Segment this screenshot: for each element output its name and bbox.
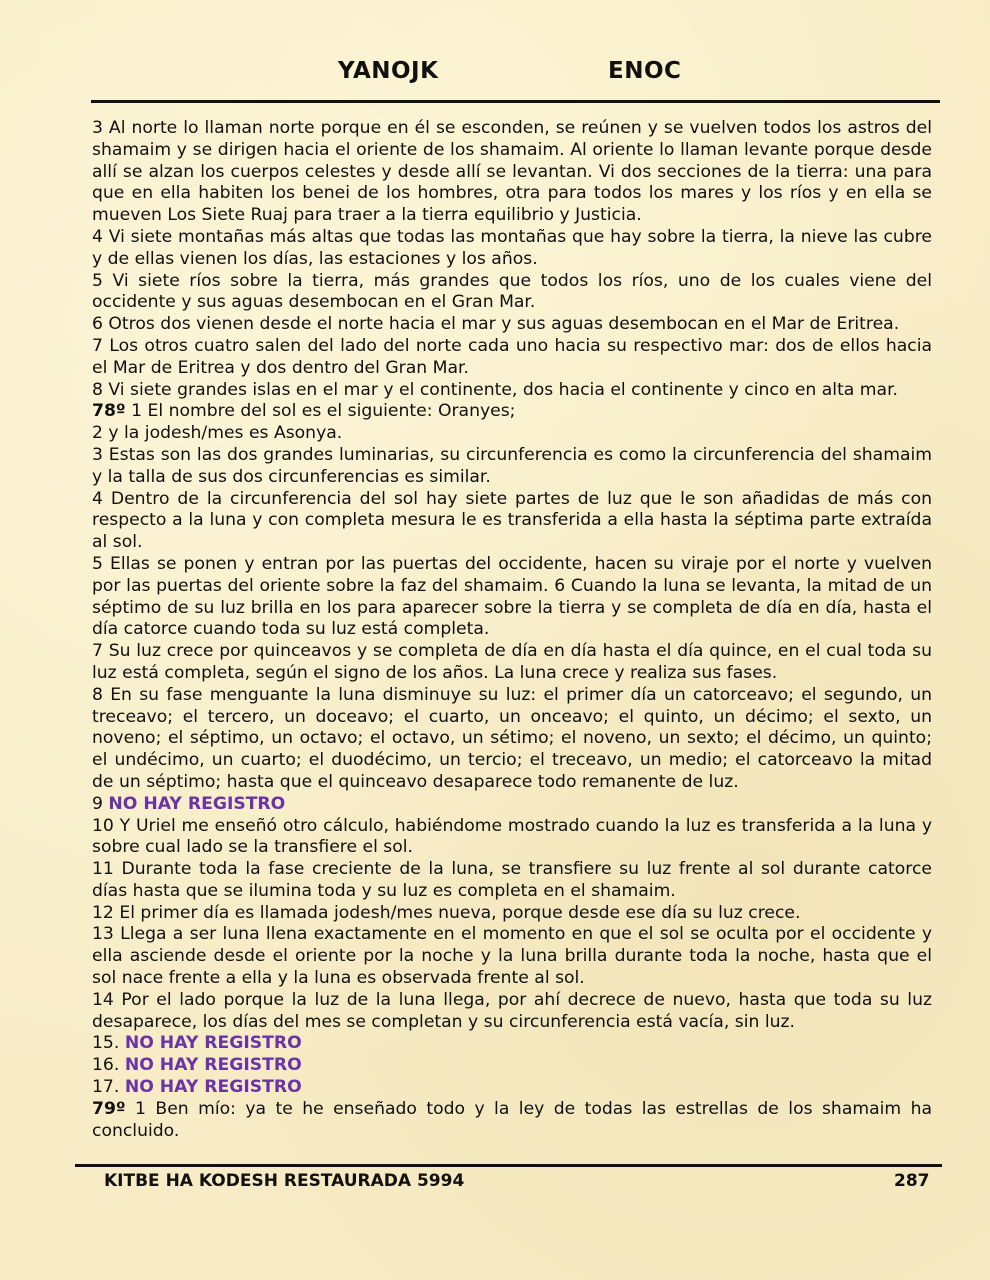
verse-paragraph: 5 Ellas se ponen y entran por las puertas del occidente, hacen su viraje por el norte y vuelven por las puertas del oriente sobre la faz del shamaim. 6 Cuando la luna se levanta, la mitad de un séptimo de su luz brilla en los para aparecer sobre la tierra y se completa de día en día, hasta el día catorce cuando toda su luz está completa. bbox=[92, 553, 932, 640]
no-record-label: NO HAY REGISTRO bbox=[124, 1033, 302, 1054]
no-record-paragraph bbox=[92, 1077, 932, 1099]
chapter-start-paragraph bbox=[92, 401, 932, 423]
verse-number: 15. bbox=[92, 1033, 125, 1054]
header-rule bbox=[91, 100, 940, 103]
no-record-label: NO HAY REGISTRO bbox=[124, 1055, 302, 1076]
footer-title: KITBE HA KODESH RESTAURADA 5994 bbox=[104, 1171, 465, 1191]
verse-number: 16. bbox=[92, 1055, 125, 1076]
verse-paragraph: 4 Dentro de la circunferencia del sol hay siete partes de luz que le son añadidas de más con respecto a la luna y con completa mesura le es transferida a ella hasta la séptima parte extraída al sol. bbox=[92, 488, 932, 553]
verse-paragraph: 7 Los otros cuatro salen del lado del norte cada uno hacia su respectivo mar: dos de ellos hacia el Mar de Eritrea y dos dentro del Gran Mar. bbox=[92, 335, 932, 378]
header-left-title: YANOJK bbox=[338, 58, 439, 84]
chapter-number: 79º bbox=[92, 1098, 126, 1119]
verse-paragraph: 8 En su fase menguante la luna disminuye su luz: el primer día un catorceavo; el segundo, un treceavo; el tercero, un doceavo; el cuarto, un onceavo; el quinto, un décimo; el sexto, un noveno; el séptimo, un octavo; el octavo, un sétimo; el noveno, un sexto; el décimo, un quinto; el undécimo, un cuarto; el duodécimo, un tercio; el treceavo, un medio; el catorceavo la mitad de un séptimo; hasta que el quinceavo desaparece todo remanente de luz. bbox=[92, 684, 932, 792]
verse-paragraph: 4 Vi siete montañas más altas que todas las montañas que hay sobre la tierra, la nieve las cubre y de ellas vienen los días, las estaciones y los años. bbox=[92, 226, 932, 269]
verse-paragraph: 3 Al norte lo llaman norte porque en él se esconden, se reúnen y se vuelven todos los astros del shamaim y se dirigen hacia el oriente de los shamaim. Al oriente lo llaman levante porque desde allí se alzan los cuerpos celestes y desde allí se levantan. Vi dos secciones de la tierra: una para que en ella habiten los benei de los hombres, otra para todos los mares y los ríos y en ella se mueven Los Siete Ruaj para traer a la tierra equilibrio y Justicia. bbox=[92, 118, 932, 226]
footer-rule bbox=[75, 1164, 942, 1167]
no-record-paragraph bbox=[92, 794, 932, 816]
verse-paragraph: 11 Durante toda la fase creciente de la luna, se transfiere su luz frente al sol durante catorce días hasta que se ilumina toda y su luz es completa en el shamaim. bbox=[92, 859, 932, 901]
verse-text: 1 El nombre del sol es el siguiente: Oranyes; bbox=[125, 401, 516, 422]
header-right-title: ENOC bbox=[608, 58, 682, 84]
page-body bbox=[92, 118, 932, 1142]
no-record-paragraph bbox=[92, 1033, 932, 1055]
no-record-paragraph bbox=[92, 1055, 932, 1077]
verse-paragraph: 8 Vi siete grandes islas en el mar y el continente, dos hacia el continente y cinco en alta mar. bbox=[92, 379, 899, 400]
page-number: 287 bbox=[894, 1171, 930, 1191]
page-footer bbox=[0, 1171, 990, 1195]
verse-paragraph: 5 Vi siete ríos sobre la tierra, más grandes que todos los ríos, uno de los cuales viene del occidente y sus aguas desembocan en el Gran Mar. bbox=[92, 270, 932, 313]
chapter-number: 78º bbox=[92, 401, 126, 422]
no-record-label: NO HAY REGISTRO bbox=[124, 1077, 302, 1098]
verse-paragraph: 12 El primer día es llamada jodesh/mes nueva, porque desde ese día su luz crece. bbox=[92, 902, 801, 923]
verse-paragraph: 3 Estas son las dos grandes luminarias, su circunferencia es como la circunferencia del shamaim y la talla de sus dos circunferencias es similar. bbox=[92, 444, 932, 487]
verse-paragraph: 14 Por el lado porque la luz de la luna llega, por ahí decrece de nuevo, hasta que toda su luz desaparece, los días del mes se completan y su circunferencia está vacía, sin luz. bbox=[92, 989, 932, 1032]
chapter-start-paragraph bbox=[92, 1099, 932, 1143]
verse-number: 9 bbox=[92, 793, 109, 814]
verse-text: 1 Ben mío: ya te he enseñado todo y la ley de todas las estrellas de los shamaim ha concluido. bbox=[92, 1098, 932, 1141]
verse-paragraph: 10 Y Uriel me enseñó otro cálculo, habiéndome mostrado cuando la luz es transferida a la luna y sobre cual lado se la transfiere el sol. bbox=[92, 815, 932, 858]
verse-number: 17. bbox=[92, 1077, 125, 1098]
verse-paragraph: 6 Otros dos vienen desde el norte hacia el mar y sus aguas desembocan en el Mar de Eritrea. bbox=[92, 314, 900, 335]
no-record-label: NO HAY REGISTRO bbox=[108, 793, 286, 814]
verse-paragraph: 2 y la jodesh/mes es Asonya. bbox=[92, 423, 343, 444]
page-header bbox=[0, 58, 990, 92]
verse-paragraph: 13 Llega a ser luna llena exactamente en el momento en que el sol se oculta por el occidente y ella asciende desde el oriente por la noche y la luna brilla durante toda la noche, hasta que el sol nace frente a ella y la luna es observada frente al sol. bbox=[92, 924, 932, 989]
verse-paragraph: 7 Su luz crece por quinceavos y se completa de día en día hasta el día quince, en el cual toda su luz está completa, según el signo de los años. La luna crece y realiza sus fases. bbox=[92, 641, 932, 683]
